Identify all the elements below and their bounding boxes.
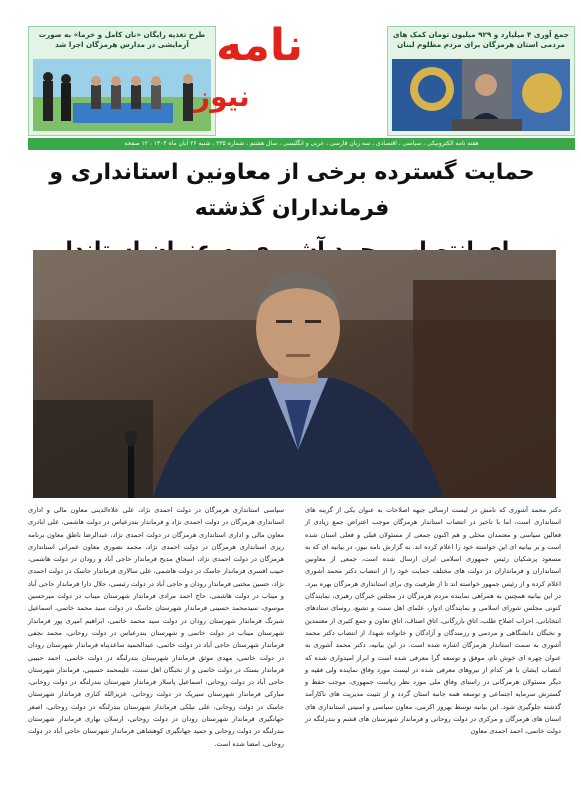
top-news-headline-lebanon-aid: جمع آوری ۴ میلیارد و ۹۲۹ میلیون تومان کمک های مردمی استان هرمزگان برای مردم مظلوم لبنان	[393, 30, 569, 49]
article-column-left	[28, 504, 284, 750]
logo-word-nameh: نامه	[216, 20, 303, 71]
portrait-image	[33, 250, 556, 498]
school-food-photo	[33, 59, 211, 131]
article-text-left: سیاسی استانداری هرمزگان در دولت احمدی نژاد، علی علاءالدینی معاون مالی و اداری استانداری هرمزگان در دولت احمدی نژاد و فرماندار بندرعباس در دولت هاشمی، علی ابادری معاون مالی و اداری استانداری هرمزگان در دولت احمدی نژاد، عبدالرضا ناطق معاون برنامه ریزی استانداری هرمزگان در دولت احمدی نژاد، محمد نصوری معاون عمرانی استانداری هرمزگان در دولت احمدی نژاد، اسحاق مدیح فرماندار حاجی آباد و رودان در دولت هاشمی، حبیب افسری فرماندار جاسک در دولت هاشمی، علی سالاری فرماندار جاسک در دولت احمدی نژاد، حسین مختبی فرماندار رودان و حاجی آباد در دولت رئیسی، جلال دارا فرماندار حاجی آباد و میناب در دولت هاشمی، حاج احمد مرادی فرماندار شهرستان میناب در دولت میرحسین موسوی، سیدمحمد حسینی فرماندار شهرستان جاسک در دولت سید محمد خاتمی، اسماعیل شبرنگ فرماندار شهرستان رودان در دولت سید محمد خاتمی، ابراهیم امیری پور فرماندار شهرستان میناب در دولت خاتمی و شهرستان بندرعباس در دولت روحانی، محمد نجفی فرماندار شهرستان حاجی آباد در دولت خاتمی، عبدالحمید ساعدپناه فرماندار شهرستان رودان در دولت خاتمی، مهدی موثق فرماندار شهرستان بندرلنگه در دولت خاتمی، احمد حبیبی فرماندار بستک در دولت خاتمی و از نخبگان اهل سنت، علیمحمد حسینی، فرماندار شهرستان حاجی آباد در دولت روحانی، اسماعیل پاسلار فرماندار شهرستان بندرلنگه در دولت روحانی، مبارکی فرماندار شهرستان سیریک در دولت روحانی، عزیزالله کناری فرماندار شهرستان جاسک در دولت روحانی، علی تیلکی فرماندار شهرستان بندرلنگه در دولت روحانی، اصغر جهانگیری فرماندار شهرستان رودان در دولت روحانی، ارسلان بهاری فرماندار شهرستان بندرلنگه در دولت روحانی و حمید جهانگیری کوهشاهی فرماندار شهرستان حاجی آباد در دولت روحانی، امضا شده است.	[28, 506, 284, 748]
lebanon-aid-photo	[392, 59, 570, 131]
group-event-image	[33, 59, 211, 131]
top-news-box-school-food[interactable]	[28, 26, 216, 136]
issue-info-bar: هفته نامه الکترونیکی ، سیاسی ، اقتصادی ، سه زبان فارسی ، عربی و انگلیسی ، سال هشتم ، شماره ۲۳۵ ، شنبه ۲۶ آبان ماه ۱۴۰۳ ، ۱۲ صفحه	[28, 138, 575, 150]
article-text-right: دکتر محمد آشوری که نامش در لیست ارسالی جبهه اصلاحات به عنوان یکی از گزینه های استانداری است، اما با تاخیر در انتصاب استاندار هرمزگان موجب اعتراض جمع زیادی از فعالین سیاسی و معتمدان محلی و هم اکنون جمعی از مسئولان قبلی و فعلی استان شده است و بر بیانیه ای این خواسته خود را اعلام کرده اند. به گزارش نامه نیوز، در بیانیه ای که به مسعود پزشکیان رئیس جمهوری اسلامی ایران ارسال شده است، جمعی از معاونین استانداران و فرمانداران در دولت های مختلف حمایت خود را از انتصاب دکتر محمد آشوری اعلام کرده و از رئیس جمهور خواسته اند تا از ظرفیت وی برای استانداری هرمزگان بهره ببرد. در این بیانیه همچنین به همراهی نماینده مردم هرمزگان در مجلس خبرگان رهبری، نمایندگان کنونی مجلس شورای اسلامی و نمایندگان ادوار، علمای اهل سنت و تشیع، روسای ستادهای انتخاباتی، احزاب اصلاح طلب، اتاق بازرگانی، اتاق اصناف، اتاق تعاون و جمع کثیری از معتمدین و نخبگان دانشگاهی و مردمی و رزمندگان و آزادگان و خانواده شهدا، از انتصاب دکتر محمد آشوری به سمت استاندار هرمزگان اشاره شده است. در این بیانیه، دکتر محمد آشوری به عنوان چهره ای خوش نام، موفق و توسعه گرا معرفی شده است و ابراز امیدواری شده که انتصاب ایشان با هر کدام از نیروهای معرفی شده در لیست مورد وفاق نماینده ولی فقیه و دیگر مسئولان هرمزگانی در راستای وفاق ملی مورد نظر ریاست جمهوری، موجب حفظ و گسترش سرمایه اجتماعی و توسعه همه جانبه استان گردد و از تثبیت مدیریت های ناکارآمد گذشته جلوگیری شود. این بیانیه توسط بهروز اکرمی، معاون سیاسی و امنیتی استانداری های استان های هرمزگان و مرکزی در دولت روحانی و فرماندار شهرستان های قشم و بندرلنگه در دولت خاتمی، احمد احمدی معاون	[305, 506, 561, 736]
top-news-headline-school-food: طرح تغذیه رایگان «نان کامل و خرما» به صورت آزمایشی در مدارس هرمزگان اجرا شد	[38, 30, 206, 49]
newspaper-logo[interactable]	[194, 20, 366, 120]
logo-word-news: نیوز	[194, 80, 250, 113]
official-at-desk-image	[392, 59, 570, 131]
top-news-box-lebanon-aid[interactable]	[387, 26, 575, 136]
article-column-right	[305, 504, 561, 738]
main-headline-line-1: حمایت گسترده برخی از معاونین استانداری و فرمانداران گذشته	[49, 160, 535, 221]
hero-photo	[33, 250, 556, 498]
